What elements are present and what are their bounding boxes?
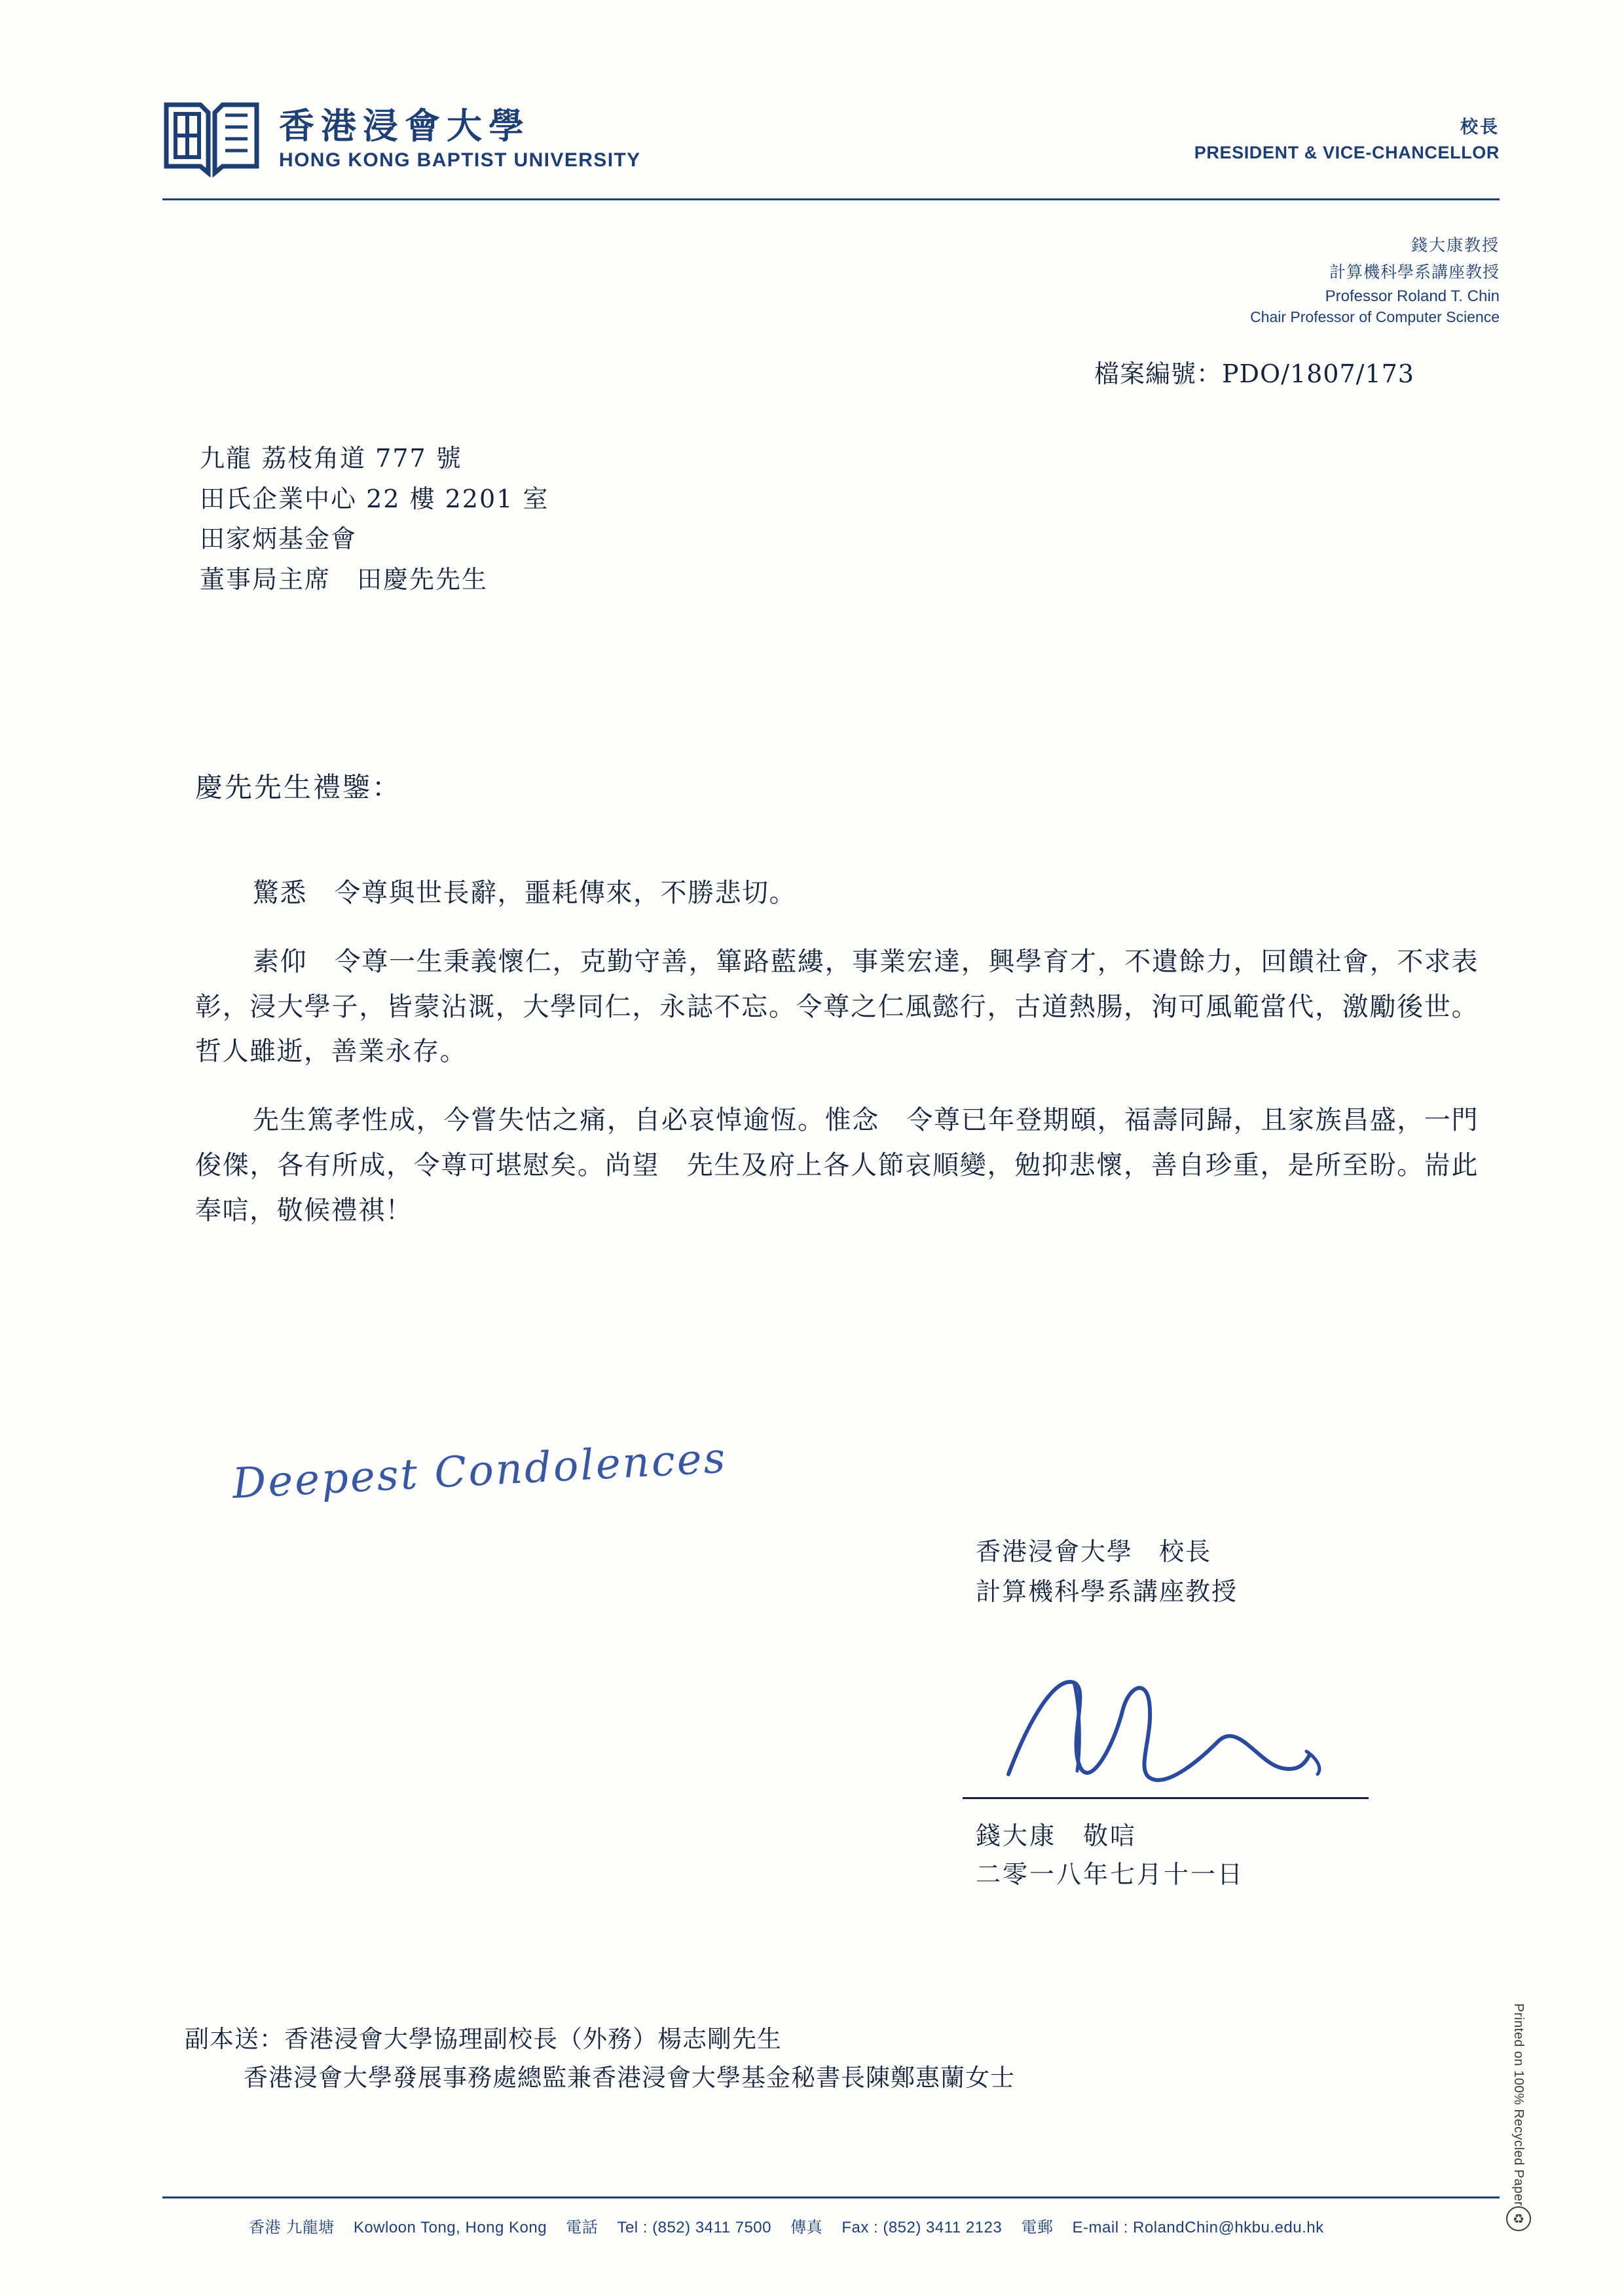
body-paragraph: 素仰 令尊一生秉義懷仁，克勤守善，篳路藍縷，事業宏達，興學育才，不遺餘力，回饋社會，不求表彰，浸大學子，皆蒙沾溉，大學同仁，永誌不忘。令尊之仁風懿行，古道熱腸，洵可風範當代，激勵後世。哲人雖逝，善業永存。 [195,946,1479,1067]
body-paragraph: 驚悉 令尊與世長辭，噩耗傳來，不勝悲切。 [253,878,796,908]
address-line: 董事局主席 田慶先先生 [200,564,489,594]
signature-name-block [976,1817,1395,1894]
signature-organisation [976,1532,1382,1612]
footer-email: E-mail : RolandChin@hkbu.edu.hk [1072,2219,1324,2236]
letter-body [195,871,1479,1257]
signature-org-line: 香港浸會大學 校長 [976,1537,1212,1566]
office-title-en: PRESIDENT & VICE-CHANCELLOR [1194,143,1500,162]
sender-name-en: Professor Roland T. Chin [1325,287,1500,305]
office-title-cn: 校長 [1460,117,1500,137]
file-reference: 檔案編號：PDO/1807/173 [1094,359,1414,388]
sender-title-en: Chair Professor of Computer Science [1250,308,1500,325]
recipient-address [200,439,549,600]
recycled-paper-note: Printed on 100% Recycled Paper [1511,2003,1526,2206]
footer-address-cn: 香港 九龍塘 [249,2218,335,2236]
footer-divider [162,2196,1500,2198]
address-line: 田氏企業中心 22 樓 2201 室 [200,484,549,513]
footer-fax: Fax : (852) 3411 2123 [841,2219,1003,2236]
recycle-icon: ♻ [1506,2206,1531,2231]
footer-contact [249,2214,1338,2237]
signature-mark [982,1663,1388,1794]
signature-line [963,1797,1369,1799]
sender-block [1250,232,1500,326]
footer-tel: Tel : (852) 3411 7500 [617,2219,771,2236]
footer-fax-label: 傳真 [790,2218,823,2236]
sender-title-cn: 計算機科學系講座教授 [1329,263,1500,282]
body-paragraph: 先生篤孝性成，今嘗失怙之痛，自必哀悼逾恆。惟念 令尊已年登期頤，福壽同歸，且家族昌盛，一門俊傑，各有所成，令尊可堪慰矣。尚望 先生及府上各人節哀順變，勉抑悲懷，善自珍重，是所至盼。耑此奉唁，敬候禮祺！ [195,1105,1479,1226]
sender-name-cn: 錢大康教授 [1411,236,1500,255]
footer-address-en: Kowloon Tong, Hong Kong [353,2219,547,2236]
university-name-cn: 香港浸會大學 [279,105,530,147]
office-title [1194,113,1500,163]
signature-org-line: 計算機科學系講座教授 [976,1576,1238,1606]
university-logo [162,98,641,180]
footer-email-label: 電郵 [1021,2218,1054,2236]
address-line: 九龍 荔枝角道 777 號 [200,444,462,473]
signer-name: 錢大康 敬唁 [976,1821,1137,1850]
signature-date: 二零一八年七月十一日 [976,1859,1245,1889]
cc-line: 副本送：香港浸會大學協理副校長（外務）楊志剛先生 [185,2025,782,2053]
salutation: 慶先先生禮鑒： [195,771,402,803]
cc-line: 香港浸會大學發展事務處總監兼香港浸會大學基金秘書長陳鄭惠蘭女士 [244,2064,1015,2092]
footer-tel-label: 電話 [566,2218,599,2236]
university-name-en: HONG KONG BAPTIST UNIVERSITY [279,149,641,172]
letterhead [162,98,1500,196]
carbon-copy-block [185,2020,1015,2097]
open-book-logo-icon [162,98,261,180]
handwritten-note-text: Deepest Condolences [231,1434,729,1508]
handwritten-note [231,1434,861,1545]
header-divider [162,198,1500,200]
address-line: 田家炳基金會 [200,524,358,554]
